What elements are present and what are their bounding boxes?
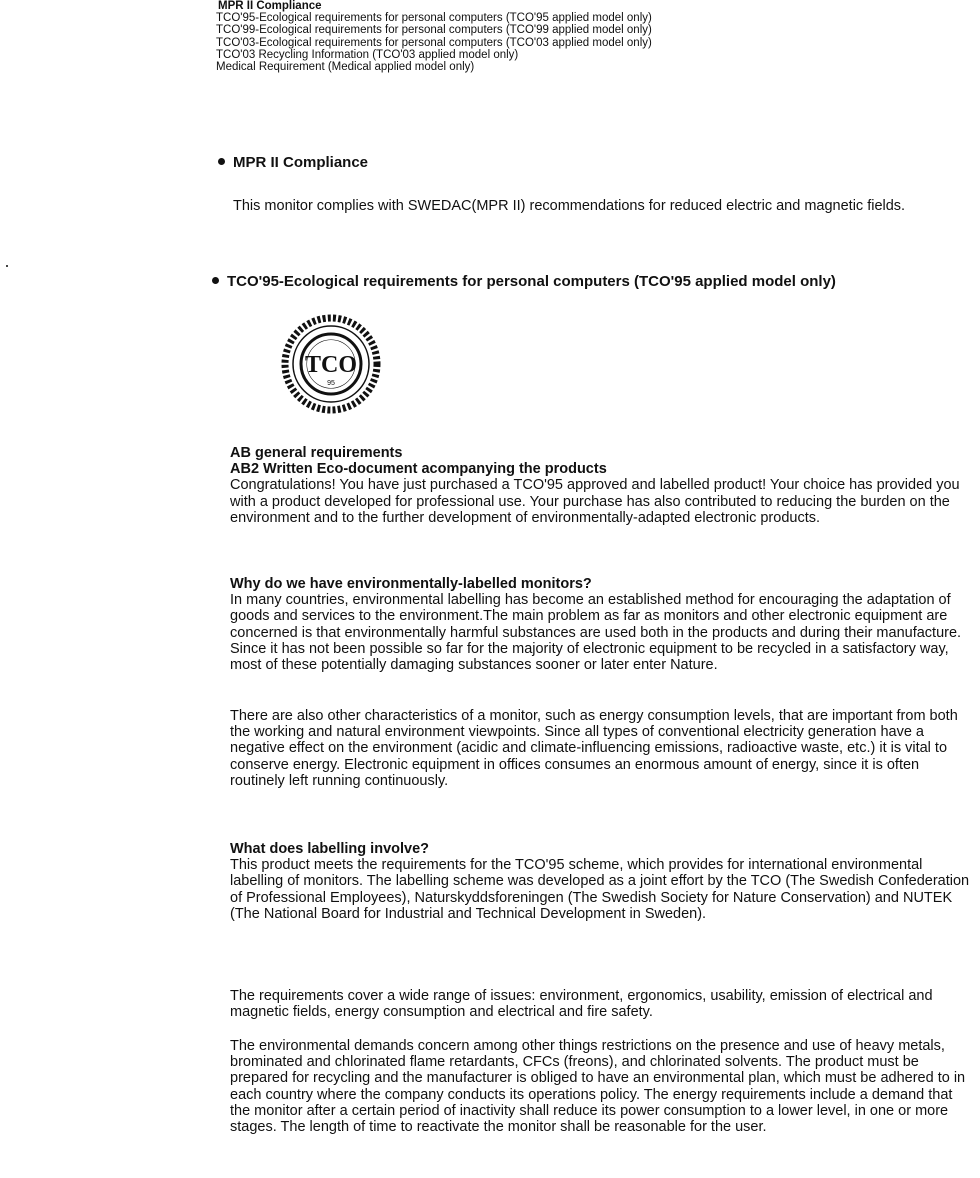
other-characteristics-block: [230, 708, 975, 789]
ab2-heading: AB2 Written Eco-document acompanying the products: [230, 461, 607, 478]
section-heading-mpr: [218, 154, 368, 171]
why-text: In many countries, environmental labelling has become an established method for encouraging the adaptation of goods and services to the environment.The main problem as far as monitors and other electronic equipment are concerned is that environmentally harmful substances are used both in the products and during their manufacture. Since it has not been possible so far for the majority of electronic equipment to be recycled in a satisfactory way, most of these potentially damaging substances sooner or later enter Nature.: [230, 592, 962, 674]
toc-item-mpr[interactable]: MPR II Compliance: [218, 0, 322, 12]
env-text: The environmental demands concern among other things restrictions on the presence and use of heavy metals, brominated and chlorinated flame retardants, CFCs (freons), and chlorinated solvents. The product must be prepared for recycling and the manufacturer is obliged to have an environmental plan, which must be adhered to in each country where the company conducts its operations policy. The energy requirements include a demand that the monitor after a certain period of inactivity shall reduce its power consumption to a lower level, in one or more stages. The length of time to reactivate the monitor shall be reasonable for the user.: [230, 1038, 966, 1136]
scan-speck: [6, 265, 8, 267]
ab-heading: AB general requirements: [230, 445, 403, 461]
section-heading-text: TCO'95-Ecological requirements for personal computers (TCO'95 applied model only): [227, 273, 836, 290]
toc-item-tco03-recycling[interactable]: TCO'03 Recycling Information (TCO'03 applied model only): [216, 48, 519, 61]
logo-year: 95: [327, 380, 335, 387]
toc-item-tco03[interactable]: TCO'03-Ecological requirements for personal computers (TCO'03 applied model only): [216, 36, 652, 49]
what-text: This product meets the requirements for the TCO'95 scheme, which provides for international environmental labelling of monitors. The labelling scheme was developed as a joint effort by the TCO (The Swedish Confederation of Professional Employees), Naturskyddsforeningen (The Swedish Society for Nature Conservation) and NUTEK (The National Board for Industrial and Technical Development in Sweden).: [230, 857, 970, 922]
what-block: [230, 841, 975, 922]
bullet-icon: [218, 158, 225, 165]
toc-item-medical[interactable]: Medical Requirement (Medical applied model only): [216, 61, 475, 74]
mpr-paragraph: [233, 198, 973, 214]
bullet-icon: [212, 277, 219, 284]
congrats-text: Congratulations! You have just purchased a TCO'95 approved and labelled product! Your choice has provided you with a product developed for professional use. Your purchase has also contributed to reducing the burden on the environment and to the further development of environmentally-adapted electronic products.: [230, 477, 960, 526]
mpr-text: This monitor complies with SWEDAC(MPR II) recommendations for reduced electric and magnetic fields.: [233, 198, 906, 214]
what-heading: What does labelling involve?: [230, 841, 429, 857]
requirements-text: The requirements cover a wide range of issues: environment, ergonomics, usability, emission of electrical and magnetic fields, energy consumption and electrical and fire safety.: [230, 988, 933, 1021]
requirements-block: [230, 988, 975, 1020]
logo-text: TCO: [304, 352, 358, 378]
why-block: [230, 576, 975, 673]
tco95-logo-icon: [270, 310, 392, 418]
environmental-demands-block: [230, 1038, 975, 1135]
why-heading: Why do we have environmentally-labelled monitors?: [230, 576, 592, 592]
toc-item-tco95[interactable]: TCO'95-Ecological requirements for personal computers (TCO'95 applied model only): [216, 12, 652, 25]
toc-item-tco99[interactable]: TCO'99-Ecological requirements for personal computers (TCO'99 applied model only): [216, 24, 652, 37]
table-of-contents: [216, 0, 652, 73]
section-heading-tco95: [212, 273, 836, 290]
ab-block: [230, 445, 975, 526]
section-heading-text: MPR II Compliance: [233, 154, 369, 171]
other-text: There are also other characteristics of a monitor, such as energy consumption levels, that are important from both the working and natural environment viewpoints. Since all types of conventional electricity generation have a negative effect on the environment (acidic and climate-influencing emissions, radioactive waste, etc.) it is vital to conserve energy. Electronic equipment in offices consumes an enormous amount of energy, since it is often routinely left running continuously.: [230, 708, 958, 789]
